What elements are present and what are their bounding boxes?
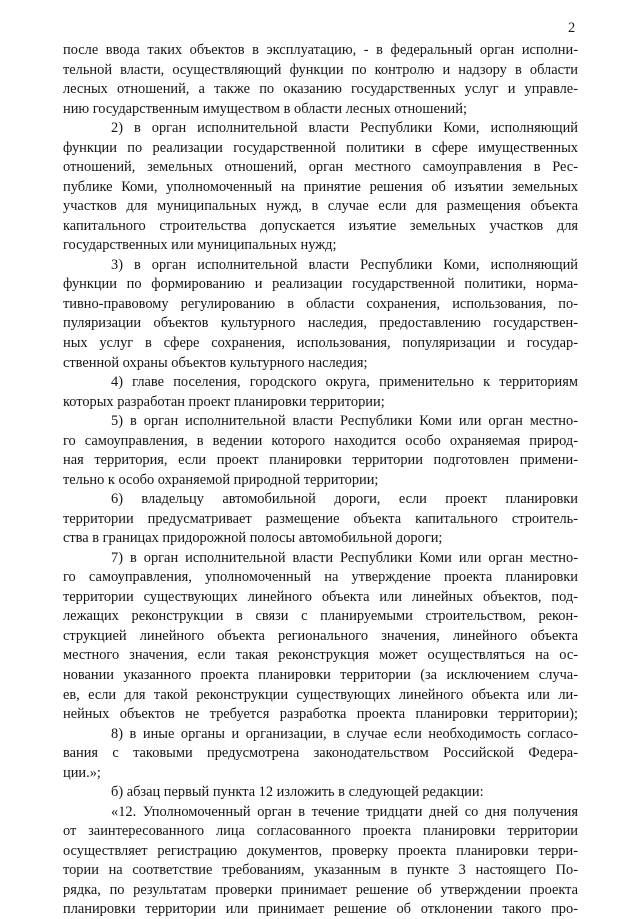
text-line: б) абзац первый пункта 12 изложить в следующей редакции: [111, 784, 484, 801]
text-line: функции по формированию и реализации государственной политики, норма- [63, 276, 578, 293]
text-line: лесных отношений, а также по оказанию государственных услуг и управле- [63, 81, 578, 98]
text-line: отношений, земельных отношений, орган местного самоуправления в Рес- [63, 159, 578, 176]
text-line: территории существующих линейного объекта или линейных объектов, под- [63, 588, 578, 605]
text-line: функции по реализации государственной политики в сфере имущественных [63, 139, 578, 156]
text-line: осуществляет регистрацию документов, проверку проекта планировки терри- [63, 842, 578, 859]
text-line: рядка, по результатам проверки принимает решение об утверждении проекта [63, 881, 578, 898]
text-line: нию государственным имуществом в области лесных отношений; [63, 100, 467, 117]
text-line: 3) в орган исполнительной власти Республики Коми, исполняющий [111, 256, 578, 273]
text-line: планировки территории или принимает решение об отклонении такого про- [63, 901, 578, 918]
text-line: государственных или муниципальных нужд; [63, 237, 337, 254]
text-line: вания с таковыми предусмотрена законодательством Российской Федера- [63, 745, 578, 762]
text-line: 6) владельцу автомобильной дороги, если проект планировки [111, 491, 578, 508]
text-line: 4) главе поселения, городского округа, применительно к территориям [111, 374, 578, 390]
text-line: ства в границах придорожной полосы автомобильной дороги; [63, 530, 443, 547]
text-line: «12. Уполномоченный орган в течение тридцати дней со дня получения [111, 803, 578, 820]
text-line: ции.»; [63, 764, 101, 781]
text-line: ственной охраны объектов культурного наследия; [63, 354, 368, 371]
text-line: ных услуг в сфере сохранения, использования, популяризации и государ- [63, 335, 578, 351]
text-line: местного значения, если такая реконструкция может осуществляться на ос- [63, 647, 578, 664]
text-line: ев, если для такой реконструкции существующих линейного объекта или ли- [63, 686, 578, 703]
text-line: 8) в иные органы и организации, в случае если необходимость согласо- [111, 725, 578, 742]
page-number: 2 [568, 20, 576, 36]
text-line: ная территория, если проект планировки территории подготовлен примени- [63, 452, 578, 469]
text-line: 2) в орган исполнительной власти Республики Коми, исполняющий [111, 120, 578, 137]
text-line: тельной власти, осуществляющий функции по контролю и надзору в области [63, 61, 578, 78]
text-line: го самоуправления, уполномоченный на утверждение проекта планировки [63, 569, 578, 586]
text-line: струкцией линейного объекта регионального значения, линейного объекта [63, 627, 578, 644]
text-line: публике Коми, уполномоченный на принятие решения об изъятии земельных [63, 178, 578, 195]
text-line: тельно к особо охраняемой природной территории; [63, 471, 379, 488]
text-line: тивно-правовому регулированию в области сохранения, использования, по- [63, 295, 578, 312]
text-line: новании указанного проекта планировки территории (за исключением случа- [63, 667, 578, 683]
text-line: участков для муниципальных нужд, в случае если для размещения объекта [63, 198, 578, 215]
text-line: 7) в орган исполнительной власти Республики Коми или орган местно- [111, 549, 578, 566]
text-line: которых разработан проект планировки территории; [63, 393, 385, 410]
text-line: нейных объектов не требуется разработка проекта планировки территории); [63, 706, 578, 722]
text-line: территории предусматривает размещение объекта капитального строитель- [63, 510, 578, 527]
text-line: пуляризации объектов культурного наследия, предоставлению государствен- [63, 315, 578, 332]
text-line: 5) в орган исполнительной власти Республики Коми или орган местно- [111, 413, 578, 430]
text-line: после ввода таких объектов в эксплуатацию, - в федеральный орган исполни- [63, 42, 578, 58]
text-line: го самоуправления, в ведении которого находится особо охраняемая природ- [63, 432, 578, 449]
text-line: тории на соответствие требованиям, указанным в пункте 3 настоящего По- [63, 862, 578, 879]
text-line: капитального строительства допускается изъятие земельных участков для [63, 217, 578, 234]
text-line: от заинтересованного лица согласованного проекта планировки территории [63, 823, 578, 840]
text-line: лежащих реконструкции в связи с планируемыми строительством, рекон- [63, 608, 578, 625]
